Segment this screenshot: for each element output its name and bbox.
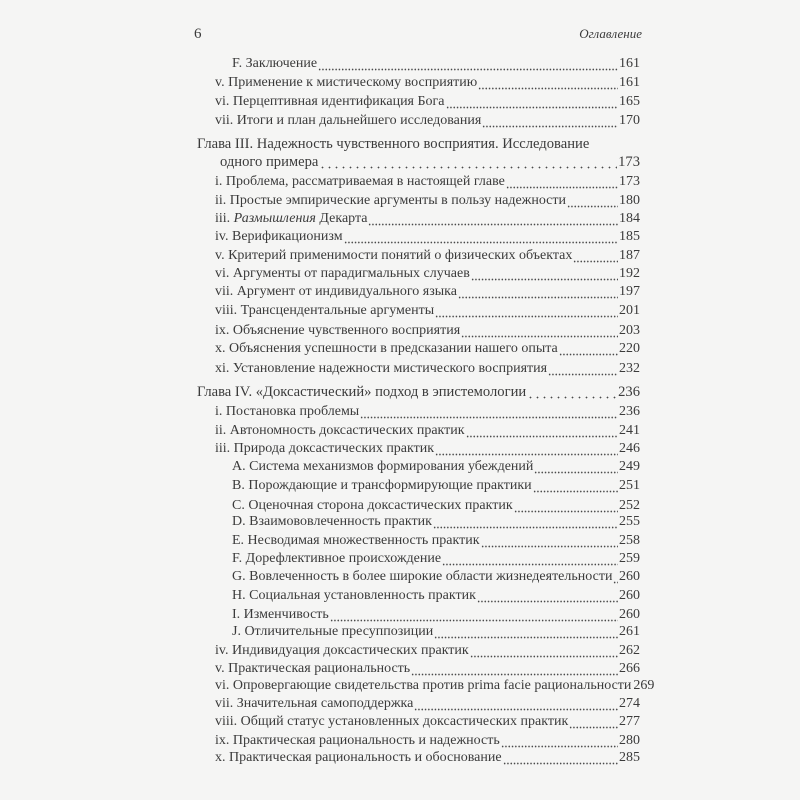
toc-entry-title: iv. Верификационизм [215,229,343,244]
dot-leader [470,642,618,660]
toc-page-number: 269 [633,678,655,693]
toc-entry-title: E. Несводимая множественность практик [232,533,480,548]
toc-page-number: 165 [619,94,640,109]
toc-page-number: 173 [619,174,640,189]
toc-entry-title: одного примера [220,154,319,170]
dot-leader [414,695,618,713]
dot-leader [434,623,618,641]
dot-leader [527,383,617,401]
toc-entry-title: Глава III. Надежность чувственного восприятия. Исследование [197,136,590,152]
dot-leader [411,660,618,678]
toc-entry-title: iv. Индивидуация доксастических практик [215,643,469,658]
toc-page-number: 197 [619,284,640,299]
toc-entry [215,749,640,767]
toc-entry-title [215,210,367,228]
toc-entry-title: B. Порождающие и трансформирующие практики [232,478,532,493]
toc-page-number: 285 [619,750,640,765]
toc-page-number: 241 [619,423,640,438]
toc-entry [232,568,640,586]
toc-page-number: 236 [618,384,640,400]
toc-entry [215,695,640,713]
toc-entry [232,550,640,568]
toc-entry-title: i. Проблема, рассматриваемая в настоящей главе [215,174,505,189]
toc-entry [232,477,640,495]
dot-leader [503,749,618,767]
toc-entry-title: x. Практическая рациональность и обоснование [215,750,502,765]
toc-entry [232,55,640,73]
toc-page-number: 274 [619,696,640,711]
dot-leader [435,302,618,320]
toc-entry-title: vii. Аргумент от индивидуального языка [215,284,457,299]
toc-entry [232,623,640,641]
toc-page-number: 280 [619,733,640,748]
toc-entry [215,440,640,458]
toc-entry-title: v. Критерий применимости понятий о физических объектах [215,248,573,263]
toc-entry-title: A. Система механизмов формирования убеждений [232,459,534,474]
toc-entry-title: i. Постановка проблемы [215,404,360,419]
toc-entry [215,247,640,265]
toc-page-number: 184 [619,211,640,226]
toc-entry-title: v. Практическая рациональность [215,661,411,676]
toc-entry-title: xi. Установление надежности мистического восприятия [215,361,548,376]
toc-chapter-entry [197,135,589,153]
toc-page-number: 187 [619,248,640,263]
toc-page-number: 260 [619,607,640,622]
toc-entry [215,173,640,191]
dot-leader [548,360,618,378]
toc-entry-title: C. Оценочная сторона доксастических практик [232,498,513,513]
dot-leader [567,192,618,210]
toc-entry [232,606,640,624]
toc-page-number: 232 [619,361,640,376]
dot-leader [344,228,618,246]
toc-entry [232,458,640,476]
toc-entry-title: vi. Опровергающие свидетельства против prima facie рациональности [215,678,632,693]
dot-leader [613,568,618,586]
toc-page-number: 259 [619,551,640,566]
toc-entry [215,265,640,283]
toc-entry [232,587,640,605]
dot-leader [478,74,618,92]
dot-leader [533,477,618,495]
toc-entry-title: Глава IV. «Доксастический» подход в эпистемологии [197,384,527,400]
toc-entry-title: I. Изменчивость [232,607,329,622]
dot-leader [368,210,618,228]
toc-entry [215,642,640,660]
toc-page-number: 251 [619,478,640,493]
toc-page-number: 277 [619,714,640,729]
dot-leader [466,422,618,440]
toc-page-number: 246 [619,441,640,456]
dot-leader [433,513,618,531]
toc-page-number: 192 [619,266,640,281]
page-number: 6 [194,26,202,42]
toc-page-number: 262 [619,643,640,658]
toc-page-number: 258 [619,533,640,548]
toc-entry-title: D. Взаимововлеченность практик [232,514,432,529]
toc-page-number: 236 [619,404,640,419]
toc-entry [215,360,640,378]
dot-leader [330,606,618,624]
toc-entry [215,403,640,421]
toc-entry [215,732,640,750]
toc-entry-title: ii. Автономность доксастических практик [215,423,465,438]
toc-entry-title: vi. Перцептивная идентификация Бога [215,94,445,109]
toc-entry-title: vi. Аргументы от парадигмальных случаев [215,266,470,281]
toc-entry-title: J. Отличительные пресуппозиции [232,624,434,639]
toc-page-number: 220 [619,341,640,356]
toc-entry-title: viii. Трансцендентальные аргументы [215,303,435,318]
toc-entry-title: ix. Практическая рациональность и надежность [215,733,500,748]
toc-entry-title: x. Объяснения успешности в предсказании нашего опыта [215,341,558,356]
dot-leader [482,112,618,130]
dot-leader [435,440,618,458]
toc-page-number: 252 [619,498,640,513]
dot-leader [506,173,618,191]
dot-leader [461,322,618,340]
toc-chapter-entry [220,153,640,171]
toc-entry [215,93,640,111]
toc-page-number: 185 [619,229,640,244]
dot-leader [559,340,618,358]
toc-entry-title: vii. Значительная самоподдержка [215,696,414,711]
toc-entry [215,74,640,92]
toc-entry-title: ii. Простые эмпирические аргументы в пользу надежности [215,193,567,208]
toc-entry [232,513,640,531]
toc-entry [215,660,640,678]
dot-leader [471,265,618,283]
toc-entry [215,322,640,340]
toc-entry-title: iii. Природа доксастических практик [215,441,435,456]
running-title: Оглавление [579,26,642,41]
toc-entry [215,340,640,358]
dot-leader [360,403,618,421]
toc-entry-title: v. Применение к мистическому восприятию [215,75,478,90]
toc-entry [215,677,655,695]
dot-leader [442,550,618,568]
toc-entry [215,210,640,228]
toc-entry [215,112,640,130]
toc-page-number: 255 [619,514,640,529]
toc-page-number: 161 [619,56,640,71]
dot-leader [569,713,618,731]
dot-leader [319,153,617,171]
toc-entry-title: F. Дорефлективное происхождение [232,551,442,566]
toc-page-number: 266 [619,661,640,676]
dot-leader [501,732,618,750]
dot-leader [477,587,618,605]
dot-leader [481,532,619,550]
toc-page-number: 201 [619,303,640,318]
dot-leader [573,247,618,265]
toc-entry-title: G. Вовлеченность в более широкие области жизнедеятельности [232,569,613,584]
toc-entry [215,192,640,210]
toc-entry-text: Декарта [315,211,368,226]
toc-entry-prefix: iii. [215,211,234,226]
toc-entry-title: vii. Итоги и план дальнейшего исследования [215,113,482,128]
toc-page-number: 203 [619,323,640,338]
toc-entry [215,713,640,731]
toc-entry [215,422,640,440]
toc-entry [215,283,640,301]
toc-page-number: 180 [619,193,640,208]
toc-entry [215,228,640,246]
toc-entry-title: F. Заключение [232,56,318,71]
toc-entry-italic: Размышления [233,211,316,226]
toc-page-number: 260 [619,569,640,584]
toc-page-number: 261 [619,624,640,639]
dot-leader [534,458,618,476]
toc-entry [232,532,640,550]
toc-page-number: 170 [619,113,640,128]
toc-entry [215,302,640,320]
toc-chapter-entry [197,383,640,401]
dot-leader [446,93,619,111]
dot-leader [318,55,618,73]
toc-page-number: 249 [619,459,640,474]
toc-page-number: 161 [619,75,640,90]
toc-entry-title: viii. Общий статус установленных доксастических практик [215,714,569,729]
toc-entry-title: ix. Объяснение чувственного восприятия [215,323,461,338]
dot-leader [458,283,618,301]
toc-page-number: 260 [619,588,640,603]
toc-page-number: 173 [618,154,640,170]
toc-entry-title: H. Социальная установленность практик [232,588,476,603]
